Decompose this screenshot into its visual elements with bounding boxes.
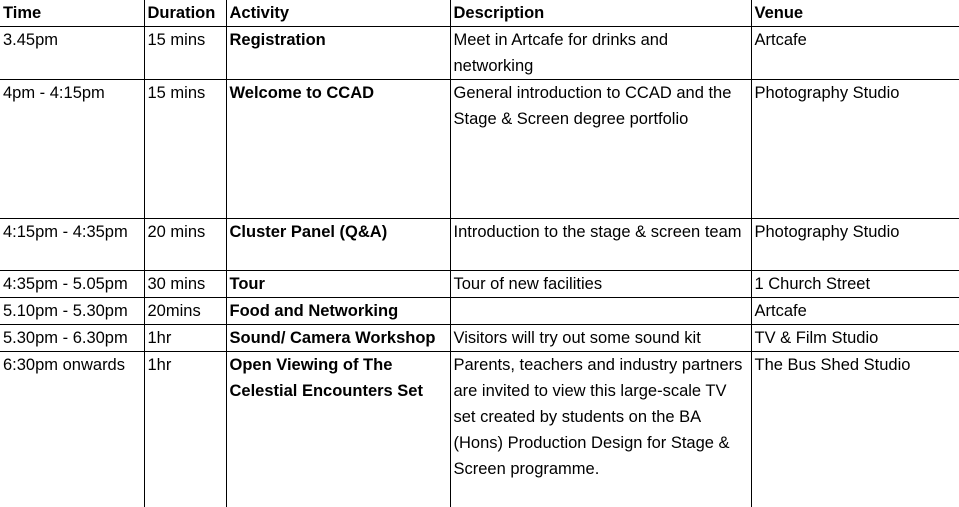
cell-activity: Registration xyxy=(226,27,450,80)
table-row xyxy=(0,298,959,325)
header-row xyxy=(0,0,959,27)
cell-duration: 15 mins xyxy=(144,80,226,219)
cell-venue: Photography Studio xyxy=(751,219,959,271)
cell-description: General introduction to CCAD and the Stage & Screen degree portfolio xyxy=(450,80,751,219)
cell-description: Visitors will try out some sound kit xyxy=(450,325,751,352)
header-venue: Venue xyxy=(751,0,959,27)
cell-duration: 20 mins xyxy=(144,219,226,271)
cell-activity: Cluster Panel (Q&A) xyxy=(226,219,450,271)
cell-activity: Food and Networking xyxy=(226,298,450,325)
cell-description: Introduction to the stage & screen team xyxy=(450,219,751,271)
cell-venue: Photography Studio xyxy=(751,80,959,219)
cell-activity: Welcome to CCAD xyxy=(226,80,450,219)
cell-venue: The Bus Shed Studio xyxy=(751,352,959,507)
cell-duration: 20mins xyxy=(144,298,226,325)
cell-venue: 1 Church Street xyxy=(751,271,959,298)
cell-time: 4:35pm - 5.05pm xyxy=(0,271,144,298)
header-time: Time xyxy=(0,0,144,27)
table-row xyxy=(0,80,959,219)
cell-duration: 1hr xyxy=(144,352,226,507)
cell-duration: 15 mins xyxy=(144,27,226,80)
cell-description: Parents, teachers and industry partners are invited to view this large-scale TV set created by students on the BA (Hons) Production Design for Stage & Screen programme. xyxy=(450,352,751,507)
table-row xyxy=(0,219,959,271)
cell-time: 5.30pm - 6.30pm xyxy=(0,325,144,352)
cell-venue: TV & Film Studio xyxy=(751,325,959,352)
table-row xyxy=(0,271,959,298)
table-row xyxy=(0,325,959,352)
cell-description xyxy=(450,298,751,325)
cell-duration: 30 mins xyxy=(144,271,226,298)
table-row xyxy=(0,352,959,507)
cell-activity: Open Viewing of The Celestial Encounters Set xyxy=(226,352,450,507)
cell-description: Meet in Artcafe for drinks and networking xyxy=(450,27,751,80)
cell-time: 6:30pm onwards xyxy=(0,352,144,507)
cell-venue: Artcafe xyxy=(751,298,959,325)
cell-venue: Artcafe xyxy=(751,27,959,80)
cell-description: Tour of new facilities xyxy=(450,271,751,298)
header-activity: Activity xyxy=(226,0,450,27)
cell-time: 4pm - 4:15pm xyxy=(0,80,144,219)
cell-activity: Tour xyxy=(226,271,450,298)
cell-time: 5.10pm - 5.30pm xyxy=(0,298,144,325)
cell-time: 4:15pm - 4:35pm xyxy=(0,219,144,271)
cell-activity: Sound/ Camera Workshop xyxy=(226,325,450,352)
cell-time: 3.45pm xyxy=(0,27,144,80)
header-description: Description xyxy=(450,0,751,27)
table-row xyxy=(0,27,959,80)
cell-duration: 1hr xyxy=(144,325,226,352)
header-duration: Duration xyxy=(144,0,226,27)
